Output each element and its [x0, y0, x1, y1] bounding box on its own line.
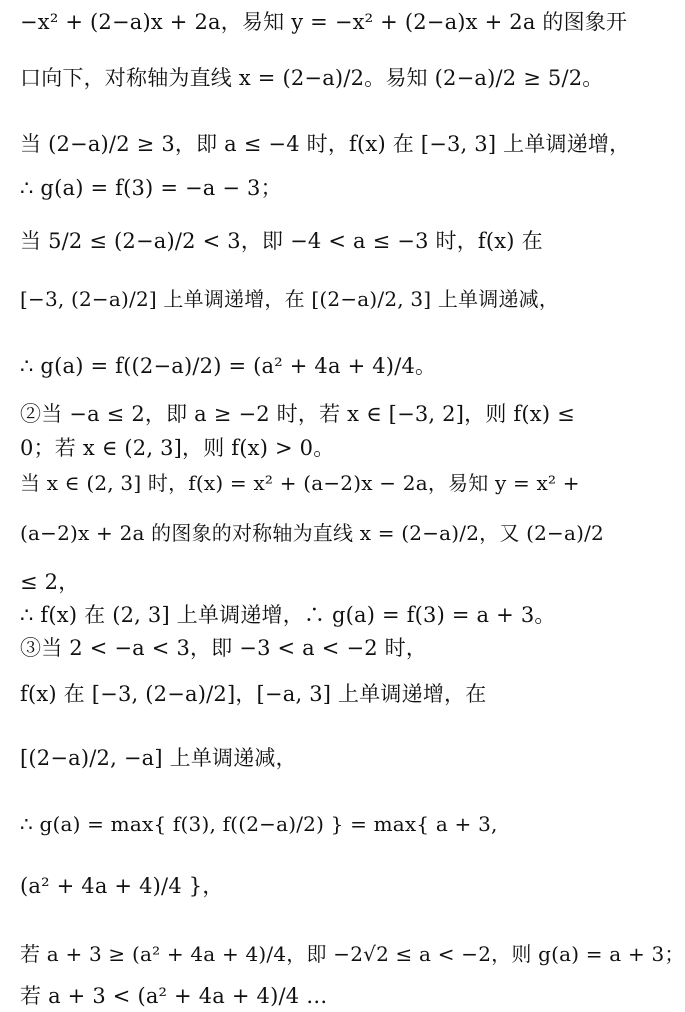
- text-line: ∴ g(a) = f((2−a)/2) = (a² + 4a + 4)/4。: [20, 354, 437, 378]
- text-line: (a² + 4a + 4)/4 }，: [20, 874, 224, 898]
- text-line: 若 a + 3 < (a² + 4a + 4)/4 …: [20, 984, 328, 1008]
- text-line: 当 5/2 ≤ (2−a)/2 < 3，即 −4 < a ≤ −3 时，f(x) 在: [20, 229, 543, 253]
- text-line: ②当 −a ≤ 2，即 a ≥ −2 时，若 x ∈ [−3, 2]，则 f(x) ≤: [20, 402, 575, 426]
- text-line: [−3, (2−a)/2] 上单调递增，在 [(2−a)/2, 3] 上单调递减，: [20, 287, 560, 311]
- text-line: ∴ f(x) 在 (2, 3] 上单调递增，∴ g(a) = f(3) = a + 3。: [20, 603, 556, 627]
- text-line: ∴ g(a) = max{ f(3), f((2−a)/2) } = max{ a + 3,: [20, 812, 498, 836]
- text-line: f(x) 在 [−3, (2−a)/2]，[−a, 3] 上单调递增，在: [20, 682, 487, 706]
- text-line: 若 a + 3 ≥ (a² + 4a + 4)/4，即 −2√2 ≤ a < −2，则 g(a) = a + 3；: [20, 942, 685, 966]
- text-line: 0；若 x ∈ (2, 3]，则 f(x) > 0。: [20, 436, 335, 460]
- text-line: ∴ g(a) = f(3) = −a − 3；: [20, 176, 282, 200]
- text-line: 当 x ∈ (2, 3] 时，f(x) = x² + (a−2)x − 2a，易知 y = x² +: [20, 471, 580, 495]
- text-line: 当 (2−a)/2 ≥ 3，即 a ≤ −4 时，f(x) 在 [−3, 3] 上单调递增，: [20, 132, 631, 156]
- text-line: ≤ 2，: [20, 570, 80, 594]
- text-line: −x² + (2−a)x + 2a，易知 y = −x² + (2−a)x + 2a 的图象开: [20, 10, 628, 34]
- text-line: (a−2)x + 2a 的图象的对称轴为直线 x = (2−a)/2，又 (2−a)/2: [20, 521, 604, 545]
- text-line: ③当 2 < −a < 3，即 −3 < a < −2 时，: [20, 636, 428, 660]
- text-line: 口向下，对称轴为直线 x = (2−a)/2。易知 (2−a)/2 ≥ 5/2。: [20, 66, 604, 90]
- text-line: [(2−a)/2, −a] 上单调递减，: [20, 746, 297, 770]
